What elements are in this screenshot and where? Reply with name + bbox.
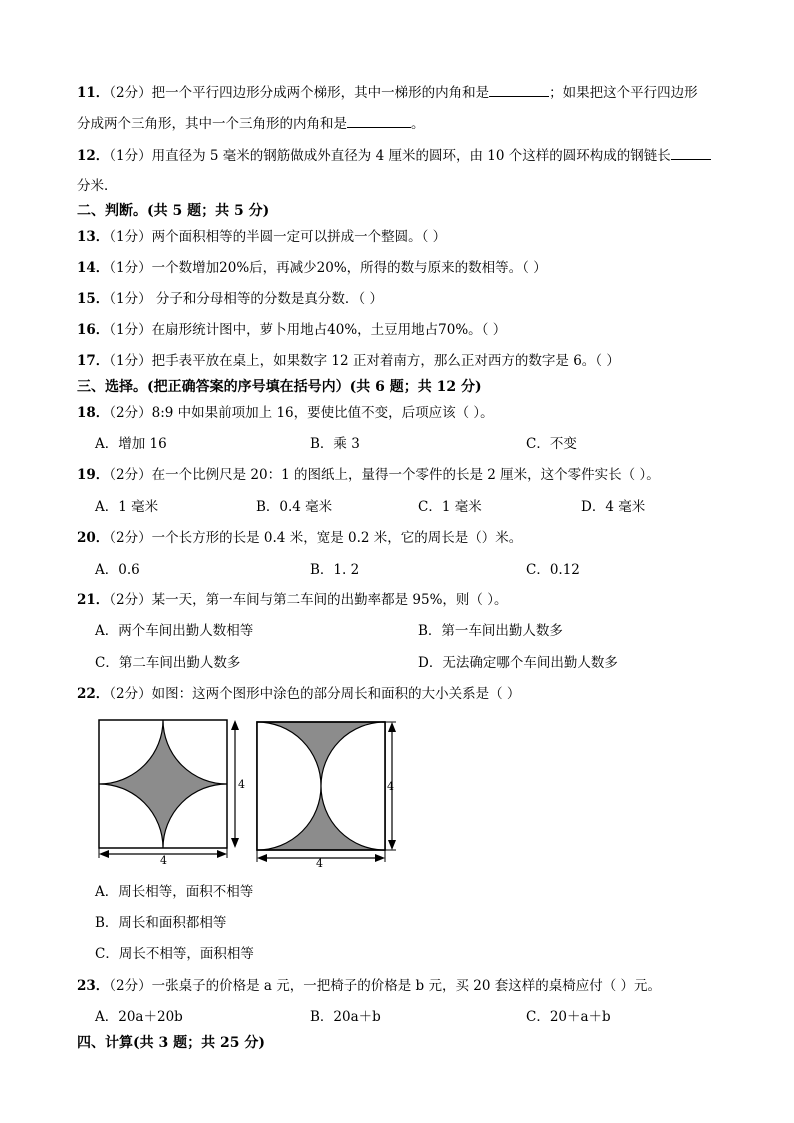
- height-label: 4: [387, 780, 394, 793]
- question-text: 在一个比例尺是 20：1 的图纸上，量得一个零件的长是 2 厘米，这个零件实长（ ）。: [151, 467, 660, 483]
- arrow-up-icon: [231, 720, 239, 730]
- option-a[interactable]: A．0.6: [95, 562, 140, 578]
- height-label: 4: [238, 778, 245, 791]
- option-b[interactable]: B．周长和面积都相等: [95, 915, 227, 931]
- question-text: 一个数增加20%后，再减少20%，所得的数与原来的数相等。（ ）: [151, 260, 547, 276]
- option-c[interactable]: C．20＋a＋b: [526, 1009, 611, 1025]
- question-text: 某一天，第一车间与第二车间的出勤率都是 95%，则（ ）。: [151, 592, 508, 608]
- question-text: 一张桌子的价格是 a 元，一把椅子的价格是 b 元，买 20 套这样的桌椅应付（ ）元。: [151, 978, 662, 994]
- option-d[interactable]: D．无法确定哪个车间出勤人数多: [418, 655, 618, 671]
- option-a[interactable]: A．1 毫米: [95, 499, 159, 515]
- question-points: （2分）: [109, 686, 152, 702]
- option-c[interactable]: C．0.12: [526, 562, 580, 578]
- option-b[interactable]: B．第一车间出勤人数多: [418, 623, 563, 639]
- question-text: 。: [411, 116, 425, 132]
- arrow-left-icon: [99, 850, 109, 858]
- question-number: 18．: [77, 405, 110, 421]
- question-number: 11．: [77, 85, 110, 101]
- arrow-down-icon: [388, 840, 396, 850]
- question-number: 14．: [77, 260, 110, 276]
- answer-blank[interactable]: [671, 145, 711, 160]
- question-number: 16．: [77, 322, 110, 338]
- option-b[interactable]: B．1. 2: [310, 562, 360, 578]
- question-points: （1分）: [109, 148, 152, 164]
- question-number: 21．: [77, 592, 110, 608]
- arrow-down-icon: [231, 838, 239, 848]
- option-c[interactable]: C．不变: [526, 436, 577, 452]
- question-16: [77, 320, 506, 340]
- figure-2-square-two-semicircles: [250, 716, 410, 868]
- question-text: 分子和分母相等的分数是真分数．（ ）: [151, 291, 383, 307]
- option-c[interactable]: C．第二车间出勤人数多: [95, 655, 241, 671]
- question-text: 把一个平行四边形分成两个梯形，其中一梯形的内角和是: [151, 85, 490, 101]
- question-21: [77, 590, 507, 610]
- question-text: ；如果把这个平行四边形: [549, 85, 698, 101]
- question-number: 15．: [77, 291, 110, 307]
- question-points: （2分）: [109, 592, 152, 608]
- arrow-right-icon: [217, 850, 227, 858]
- question-14: [77, 258, 547, 278]
- question-number: 19．: [77, 467, 110, 483]
- option-d[interactable]: D．4 毫米: [581, 499, 646, 515]
- question-points: （1分）: [109, 260, 152, 276]
- question-text: 分成两个三角形，其中一个三角形的内角和是: [77, 116, 347, 132]
- question-points: （1分）: [109, 291, 152, 307]
- section-2-heading: 二、判断。(共 5 题；共 5 分): [77, 203, 270, 219]
- question-points: （2分）: [109, 405, 152, 421]
- question-points: （1分）: [109, 322, 152, 338]
- section-3-heading: 三、选择。(把正确答案的序号填在括号内）(共 6 题；共 12 分): [77, 379, 482, 395]
- option-b[interactable]: B．0.4 毫米: [256, 499, 333, 515]
- question-number: 20．: [77, 530, 110, 546]
- question-number: 13．: [77, 229, 110, 245]
- question-points: （2分）: [109, 85, 152, 101]
- option-a[interactable]: A．增加 16: [95, 436, 167, 452]
- arrow-left-icon: [257, 854, 267, 862]
- question-number: 17．: [77, 353, 110, 369]
- question-12-line-1: [77, 145, 711, 166]
- question-15: [77, 289, 383, 309]
- question-number: 12．: [77, 148, 110, 164]
- question-12-line-2: [77, 176, 118, 196]
- question-23: [77, 976, 661, 996]
- question-text: 8:9 中如果前项加上 16，要使比值不变，后项应该（ ）。: [151, 405, 494, 421]
- arrow-right-icon: [375, 854, 385, 862]
- option-c[interactable]: C．周长不相等，面积相等: [95, 946, 254, 962]
- question-points: （2分）: [109, 978, 152, 994]
- option-c[interactable]: C．1 毫米: [418, 499, 482, 515]
- width-label: 4: [316, 857, 323, 868]
- figure-1-square-four-arcs: [92, 716, 252, 868]
- option-a[interactable]: A．20a＋20b: [95, 1009, 183, 1025]
- question-text: 如图：这两个图形中涂色的部分周长和面积的大小关系是（ ）: [151, 686, 521, 702]
- question-20: [77, 528, 522, 548]
- option-a[interactable]: A．两个车间出勤人数相等: [95, 623, 254, 639]
- answer-blank[interactable]: [347, 113, 411, 128]
- question-19: [77, 465, 660, 485]
- arrow-up-icon: [388, 722, 396, 732]
- option-a[interactable]: A．周长相等，面积不相等: [95, 884, 254, 900]
- question-17: [77, 351, 620, 371]
- answer-blank[interactable]: [489, 82, 549, 97]
- question-text: 在扇形统计图中，萝卜用地占40%，土豆用地占70%。（ ）: [151, 322, 507, 338]
- question-text: 一个长方形的长是 0.4 米，宽是 0.2 米，它的周长是（）米。: [151, 530, 523, 546]
- question-points: （1分）: [109, 353, 152, 369]
- option-b[interactable]: B．20a＋b: [310, 1009, 381, 1025]
- option-b[interactable]: B．乘 3: [310, 436, 360, 452]
- section-4-heading: 四、计算(共 3 题；共 25 分): [77, 1035, 265, 1051]
- question-points: （2分）: [109, 530, 152, 546]
- question-number: 22．: [77, 686, 110, 702]
- question-18: [77, 403, 494, 423]
- question-points: （2分）: [109, 467, 152, 483]
- question-number: 23．: [77, 978, 110, 994]
- question-11-line-1: [77, 82, 698, 103]
- question-13: [77, 227, 446, 247]
- question-text: 用直径为 5 毫米的钢筋做成外直径为 4 厘米的圆环，由 10 个这样的圆环构成的钢链长: [151, 148, 671, 164]
- question-11-line-2: [77, 113, 425, 134]
- question-text: 两个面积相等的半圆一定可以拼成一个整圆。（ ）: [151, 229, 447, 245]
- question-22: [77, 684, 520, 704]
- question-text: 分米．: [77, 178, 118, 194]
- width-label: 4: [160, 854, 167, 867]
- question-text: 把手表平放在桌上，如果数字 12 正对着南方，那么正对西方的数字是 6。（ ）: [151, 353, 620, 369]
- question-points: （1分）: [109, 229, 152, 245]
